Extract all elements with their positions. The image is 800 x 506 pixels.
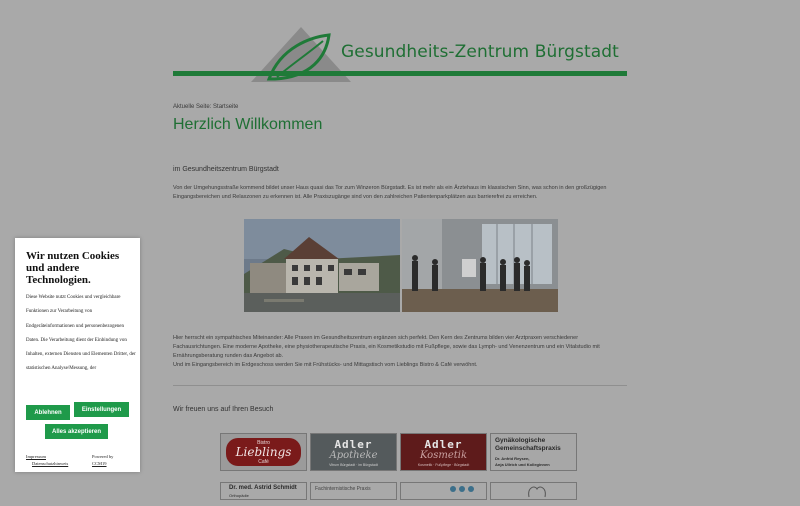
impressum-link[interactable]: Impressum	[26, 454, 46, 459]
settings-button[interactable]: Einstellungen	[74, 402, 129, 417]
intro-heading: im Gesundheitszentrum Bürgstadt	[173, 166, 279, 173]
partner-schmidt[interactable]	[220, 482, 307, 500]
decline-button[interactable]: Ablehnen	[26, 405, 70, 420]
partner-adler-apotheke-sub: Apotheke	[329, 450, 378, 461]
visit-text: Wir freuen uns auf Ihren Besuch	[173, 406, 274, 413]
partner-schmidt-sub: Orthopädie	[229, 493, 249, 498]
partner-adler-apotheke-sub2: Vitrum Bürgstadt · im Bürgstadt	[329, 463, 378, 467]
accept-all-button[interactable]: Alles akzeptieren	[45, 424, 108, 439]
partner-gynaekologie[interactable]	[490, 433, 577, 471]
partner-circles-icon	[401, 483, 488, 501]
partner-adler-apotheke-name: Adler	[334, 438, 373, 451]
privacy-link[interactable]: Datenschutzhinweis	[32, 461, 69, 466]
intro-paragraph: Von der Umgehungsstraße kommend bildet unser Haus quasi das Tor zum Winzeron Bürgstadt. Es ist mehr als ein Ärztehaus im klassischen Sinn, was schon in den großzügigen Eingangsbereichen und Relaxzonen zu erkennen ist. Alle Praxiszugänge sind von den zahlreichen Patientenparkplätzen aus barrierefrei zu erreichen.	[173, 185, 607, 200]
partner-adler-kosmetik[interactable]	[400, 433, 487, 471]
powered-by-label: Powered by	[92, 454, 114, 459]
breadcrumb: Aktuelle Seite: Startseite	[173, 104, 239, 110]
building-photo	[244, 219, 400, 312]
logo-text: Gesundheits-Zentrum Bürgstadt	[341, 42, 619, 62]
body-paragraph-main: Hier herrscht ein sympathisches Miteinander: Alle Praxen im Gesundheitszentrum ergänzen sich perfekt. Den Kern des Zentrums bilden vier Arztpraxen verschiedener Fachausrichtungen. Eine moderne Apotheke, eine physiotherapeutische Praxis, ein Kosmetikstudio mit Fußpflege, sowie das Lymph- und Venenzentrum und ein Vitalstudio mit Ernährungsberatung runden das Angebot ab.	[173, 335, 600, 359]
partner-lieblings-sub2: Café	[258, 459, 269, 465]
partner-adler-kosmetik-name: Adler	[424, 438, 463, 451]
partner-fachinternist-name: Fachinternistische Praxis	[315, 486, 371, 492]
partner-adler-kosmetik-sub2: Kosmetik · Fußpflege · Bürgstadt	[417, 463, 470, 467]
partner-fachinternist[interactable]	[310, 482, 397, 500]
tooth-logo-icon	[491, 483, 578, 501]
partner-lieblings-name: Lieblings	[235, 445, 292, 459]
partner-logo-8[interactable]	[490, 482, 577, 500]
ccm19-link[interactable]: CCM19	[92, 461, 107, 466]
page-title: Herzlich Willkommen	[173, 116, 323, 133]
cookie-title: Wir nutzen Cookies und andere Technologien.	[26, 250, 120, 286]
partner-logo-7[interactable]	[400, 482, 487, 500]
partner-adler-apotheke[interactable]	[310, 433, 397, 471]
body-paragraph	[173, 334, 627, 370]
reception-photo	[402, 219, 558, 312]
partner-adler-kosmetik-sub: Kosmetik	[419, 450, 468, 461]
body-paragraph-bistro: Und im Eingangsbereich im Erdgeschoss werden Sie mit Frühstücks- und Mittagstisch vom Lieblings Bistro & Café verwöhnt.	[173, 362, 478, 368]
partner-schmidt-name: Dr. med. Astrid Schmidt	[229, 485, 297, 491]
partner-gynaekologie-name: Gynäkologische Gemeinschaftspraxis	[495, 437, 561, 452]
partner-gynaekologie-sub2: Anja Ullrich und Kolleginnen	[495, 462, 550, 467]
cookie-text: Diese Website nutzt Cookies und vergleichbare Funktionen zur Verarbeitung von Endgeräteinformationen und personenbezogenen Daten. Die Verarbeitung dient der Einbindung von Inhalten, externen Diensten und Elementen Dritter, der statistischen Analyse/Messung, der	[26, 295, 136, 372]
partner-lieblings[interactable]	[220, 433, 307, 471]
partner-gynaekologie-sub: Dr. Anfrid Reysen,	[495, 456, 530, 461]
divider	[173, 385, 627, 386]
site-logo[interactable]	[173, 27, 627, 82]
logo-bar	[173, 71, 627, 76]
partner-lieblings-sub: Bistro	[257, 440, 270, 446]
cookie-banner	[15, 238, 140, 472]
